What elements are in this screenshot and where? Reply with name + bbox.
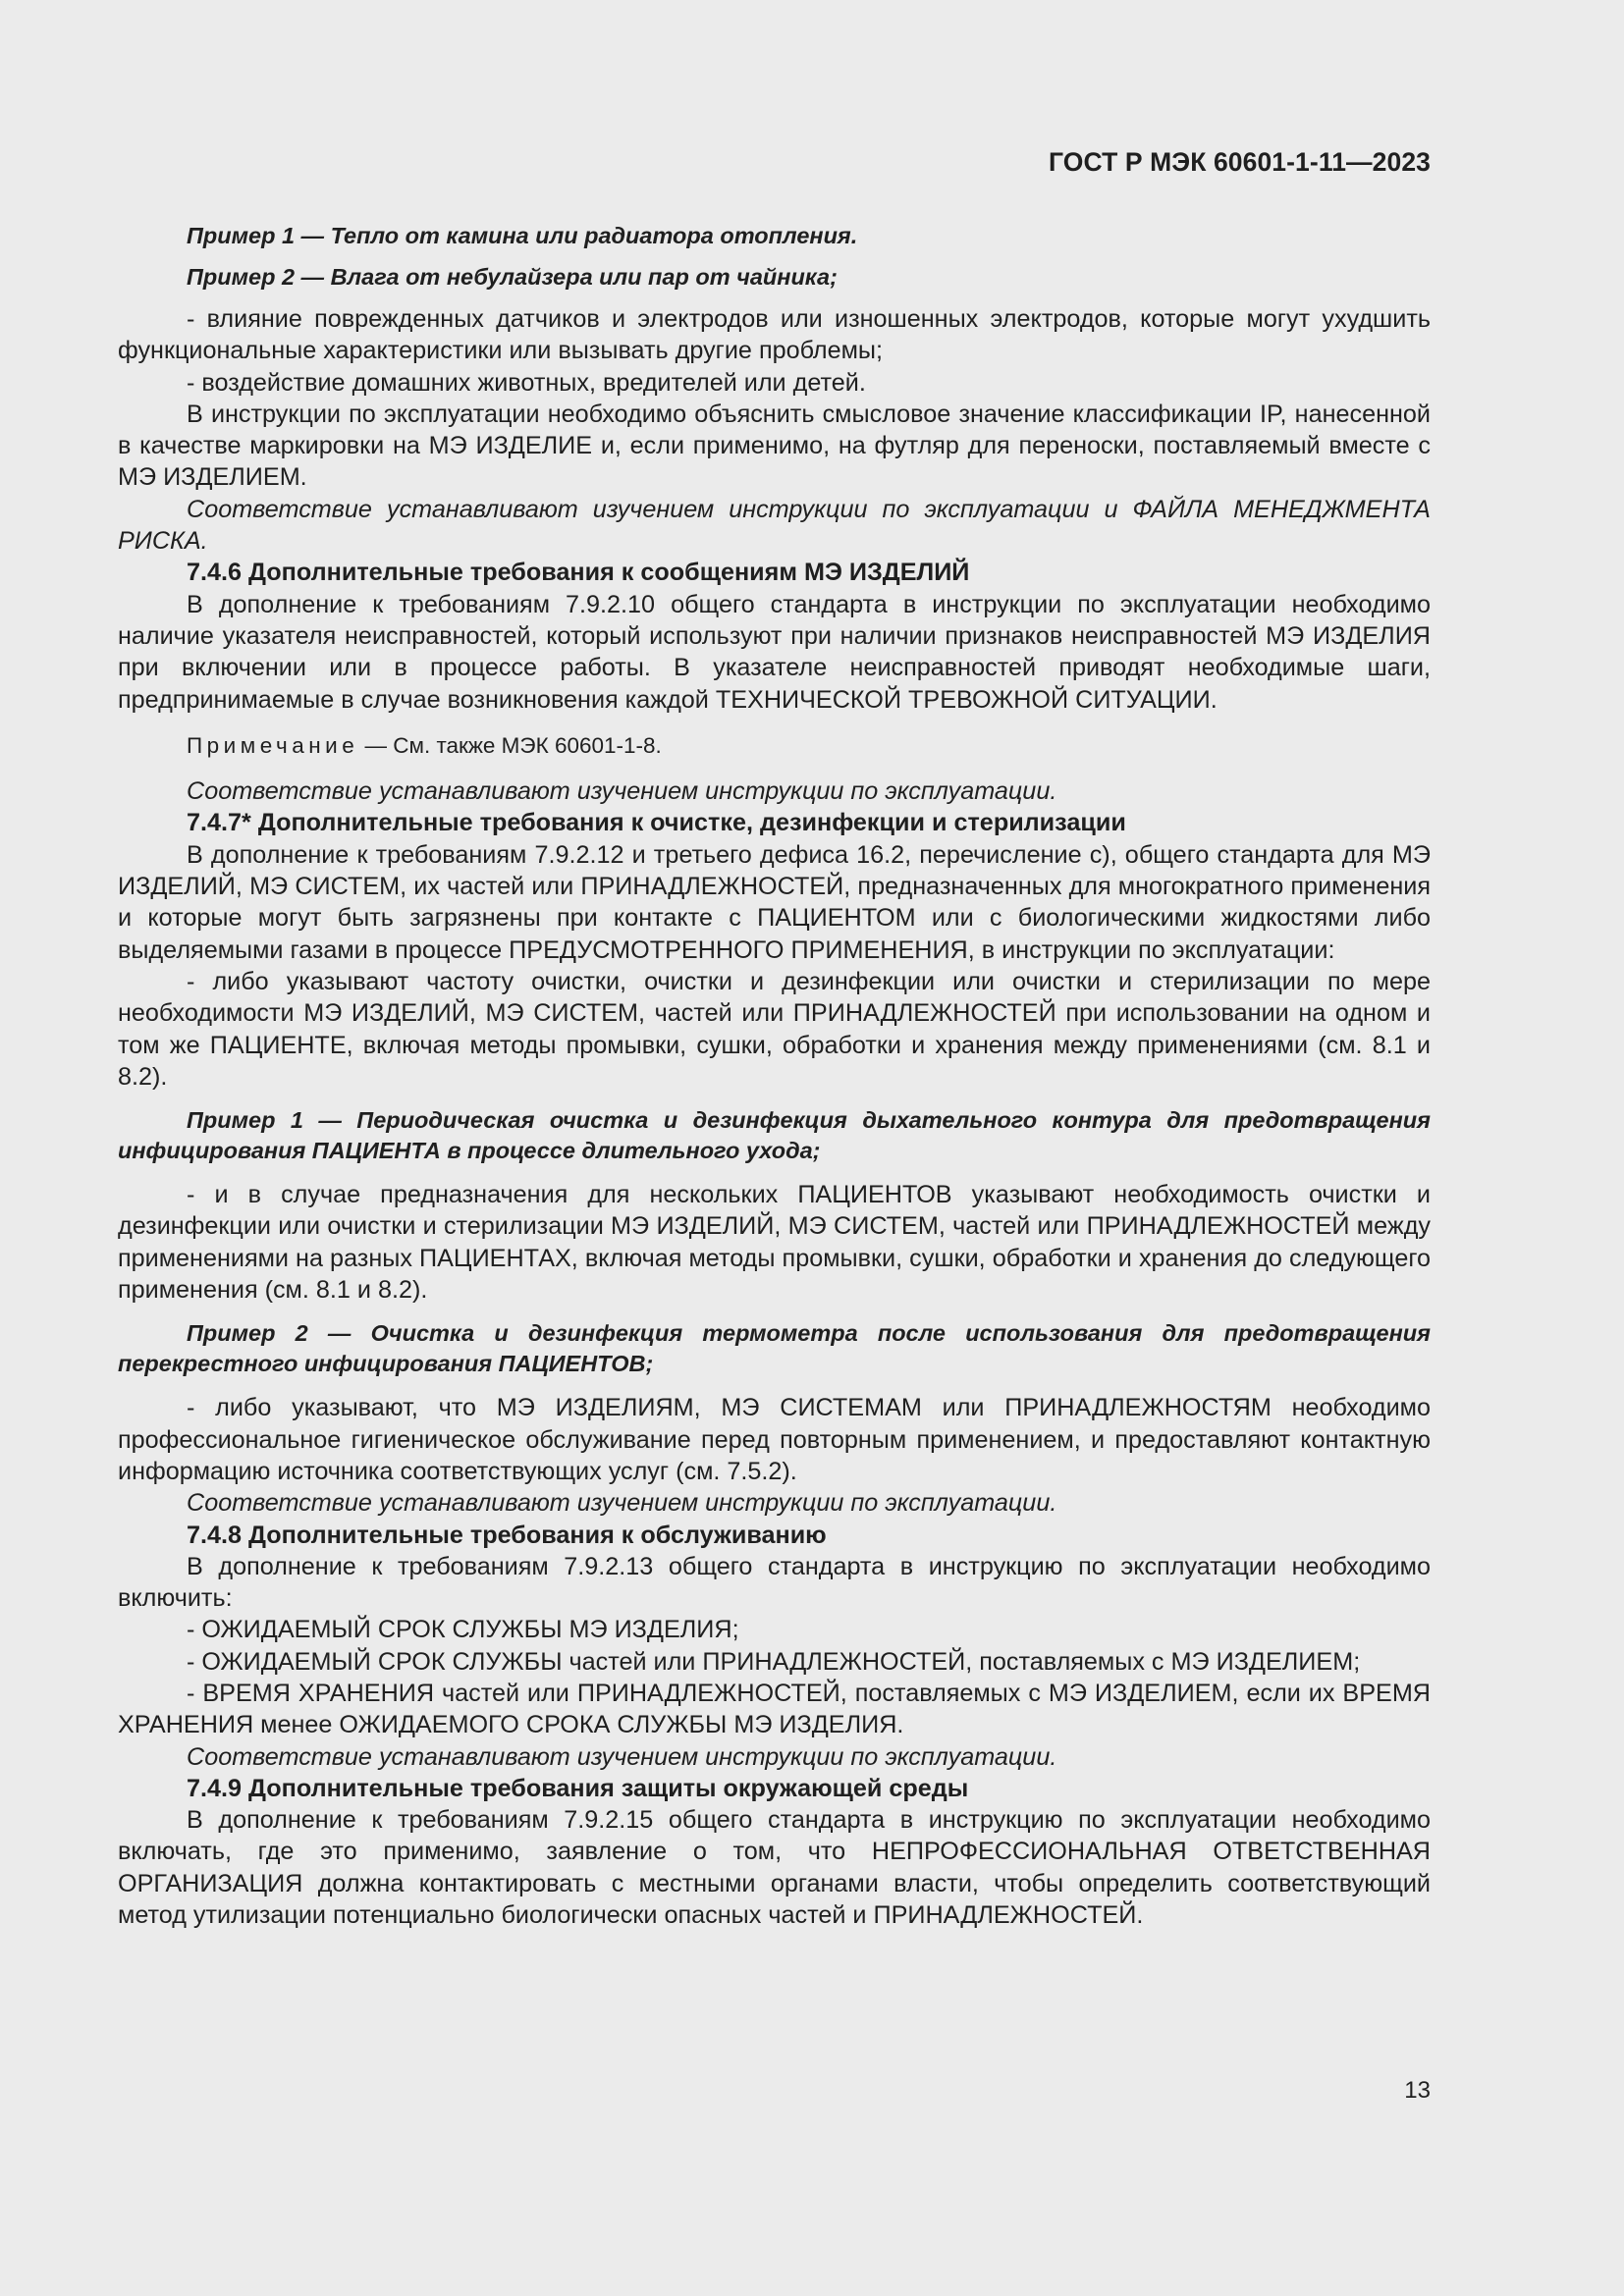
example-2-thermometer: Пример 2 — Очистка и дезинфекция термометра после использования для предотвращения перекрестного инфицирования ПАЦИЕНТОВ;	[118, 1320, 1431, 1377]
list-item-damaged-sensors: - влияние поврежденных датчиков и электродов или изношенных электродов, которые могут ухудшить функциональные характеристики или вызывать другие проблемы;	[118, 305, 1431, 365]
example-1-fire: Пример 1 — Тепло от камина или радиатора отопления.	[187, 223, 858, 248]
example-2-nebulizer: Пример 2 — Влага от небулайзера или пар от чайника;	[187, 264, 838, 290]
compliance-note-1: Соответствие устанавливают изучением инструкции по эксплуатации и ФАЙЛА МЕНЕДЖМЕНТА РИСКА.	[118, 495, 1431, 556]
list-item-professional-service: - либо указывают, что МЭ ИЗДЕЛИЯМ, МЭ СИСТЕМАМ или ПРИНАДЛЕЖНОСТЯМ необходимо профессиональное гигиеническое обслуживание перед повторным применением, и предоставляют контактную информацию источника соответствующих услуг (см. 7.5.2).	[118, 1394, 1431, 1485]
list-item-multiple-patients: - и в случае предназначения для нескольких ПАЦИЕНТОВ указывают необходимость очистки и дезинфекции или очистки и стерилизации МЭ ИЗДЕЛИЙ, МЭ СИСТЕМ, частей или ПРИНАДЛЕЖНОСТЕЙ между применениями на разных ПАЦИЕНТАХ, включая методы промывки, сушки, обработки и хранения до следующего применения (см. 8.1 и 8.2).	[118, 1181, 1431, 1305]
list-item-cleaning-frequency: - либо указывают частоту очистки, очистки и дезинфекции или очистки и стерилизации по мере необходимости МЭ ИЗДЕЛИЙ, МЭ СИСТЕМ, частей или ПРИНАДЛЕЖНОСТЕЙ при использовании на одном и том же ПАЦИЕНТЕ, включая методы промывки, сушки, обработки и хранения между применениями (см. 8.1 и 8.2).	[118, 967, 1431, 1091]
page-number: 13	[1404, 2077, 1431, 2104]
compliance-note-2: Соответствие устанавливают изучением инструкции по эксплуатации.	[187, 777, 1057, 806]
section-heading-7-4-8: 7.4.8 Дополнительные требования к обслуживанию	[187, 1521, 827, 1549]
paragraph-maintenance: В дополнение к требованиям 7.9.2.13 общего стандарта в инструкцию по эксплуатации необходимо включить:	[118, 1552, 1431, 1613]
paragraph-fault-indicator: В дополнение к требованиям 7.9.2.10 общего стандарта в инструкции по эксплуатации необходимо наличие указателя неисправностей, который используют при наличии признаков неисправностей МЭ ИЗДЕЛИЯ при включении или в процессе работы. В указателе неисправностей приводят необходимые шаги, предпринимаемые в случае возникновения каждой ТЕХНИЧЕСКОЙ ТРЕВОЖНОЙ СИТУАЦИИ.	[118, 590, 1431, 714]
paragraph-cleaning-requirements: В дополнение к требованиям 7.9.2.12 и третьего дефиса 16.2, перечисление с), общего стандарта для МЭ ИЗДЕЛИЙ, МЭ СИСТЕМ, их частей или ПРИНАДЛЕЖНОСТЕЙ, предназначенных для многократного применения и которые могут быть загрязнены при контакте с ПАЦИЕНТОМ или с биологическими жидкостями либо выделяемыми газами в процессе ПРЕДУСМОТРЕННОГО ПРИМЕНЕНИЯ, в инструкции по эксплуатации:	[118, 840, 1431, 964]
example-1-breathing-circuit: Пример 1 — Периодическая очистка и дезинфекция дыхательного контура для предотвращения инфицирования ПАЦИЕНТА в процессе длительного ухода;	[118, 1107, 1431, 1164]
paragraph-ip-classification: В инструкции по эксплуатации необходимо объяснить смысловое значение классификации IP, нанесенной в качестве маркировки на МЭ ИЗДЕЛИЕ и, если применимо, на футляр для переноски, поставляемый вместе с МЭ ИЗДЕЛИЕМ.	[118, 400, 1431, 492]
document-id: ГОСТ Р МЭК 60601-1-11—2023	[1049, 147, 1431, 177]
section-heading-7-4-7: 7.4.7* Дополнительные требования к очистке, дезинфекции и стерилизации	[187, 809, 1126, 837]
list-item-expected-service-life: - ОЖИДАЕМЫЙ СРОК СЛУЖБЫ МЭ ИЗДЕЛИЯ;	[187, 1616, 739, 1644]
note-text: — См. также МЭК 60601-1-8.	[358, 732, 662, 758]
paragraph-environmental: В дополнение к требованиям 7.9.2.15 общего стандарта в инструкцию по эксплуатации необходимо включать, где это применимо, заявление о том, что НЕПРОФЕССИОНАЛЬНАЯ ОТВЕТСТВЕННАЯ ОРГАНИЗАЦИЯ должна контактировать с местными органами власти, чтобы определить соответствующий метод утилизации потенциально биологически опасных частей и ПРИНАДЛЕЖНОСТЕЙ.	[118, 1806, 1431, 1930]
list-item-parts-service-life: - ОЖИДАЕМЫЙ СРОК СЛУЖБЫ частей или ПРИНАДЛЕЖНОСТЕЙ, поставляемых с МЭ ИЗДЕЛИЕМ;	[187, 1647, 1361, 1676]
page-body	[118, 221, 1431, 1931]
list-item-shelf-life: - ВРЕМЯ ХРАНЕНИЯ частей или ПРИНАДЛЕЖНОСТЕЙ, поставляемых с МЭ ИЗДЕЛИЕМ, если их ВРЕМЯ ХРАНЕНИЯ менее ОЖИДАЕМОГО СРОКА СЛУЖБЫ МЭ ИЗДЕЛИЯ.	[118, 1679, 1431, 1739]
section-heading-7-4-6: 7.4.6 Дополнительные требования к сообщениям МЭ ИЗДЕЛИЙ	[187, 559, 970, 587]
list-item-pets: - воздействие домашних животных, вредителей или детей.	[187, 368, 866, 397]
compliance-note-3: Соответствие устанавливают изучением инструкции по эксплуатации.	[187, 1489, 1057, 1518]
compliance-note-4: Соответствие устанавливают изучением инструкции по эксплуатации.	[187, 1742, 1057, 1771]
section-heading-7-4-9: 7.4.9 Дополнительные требования защиты окружающей среды	[187, 1774, 969, 1802]
note-label: Примечание	[187, 732, 359, 758]
note	[118, 730, 1431, 762]
